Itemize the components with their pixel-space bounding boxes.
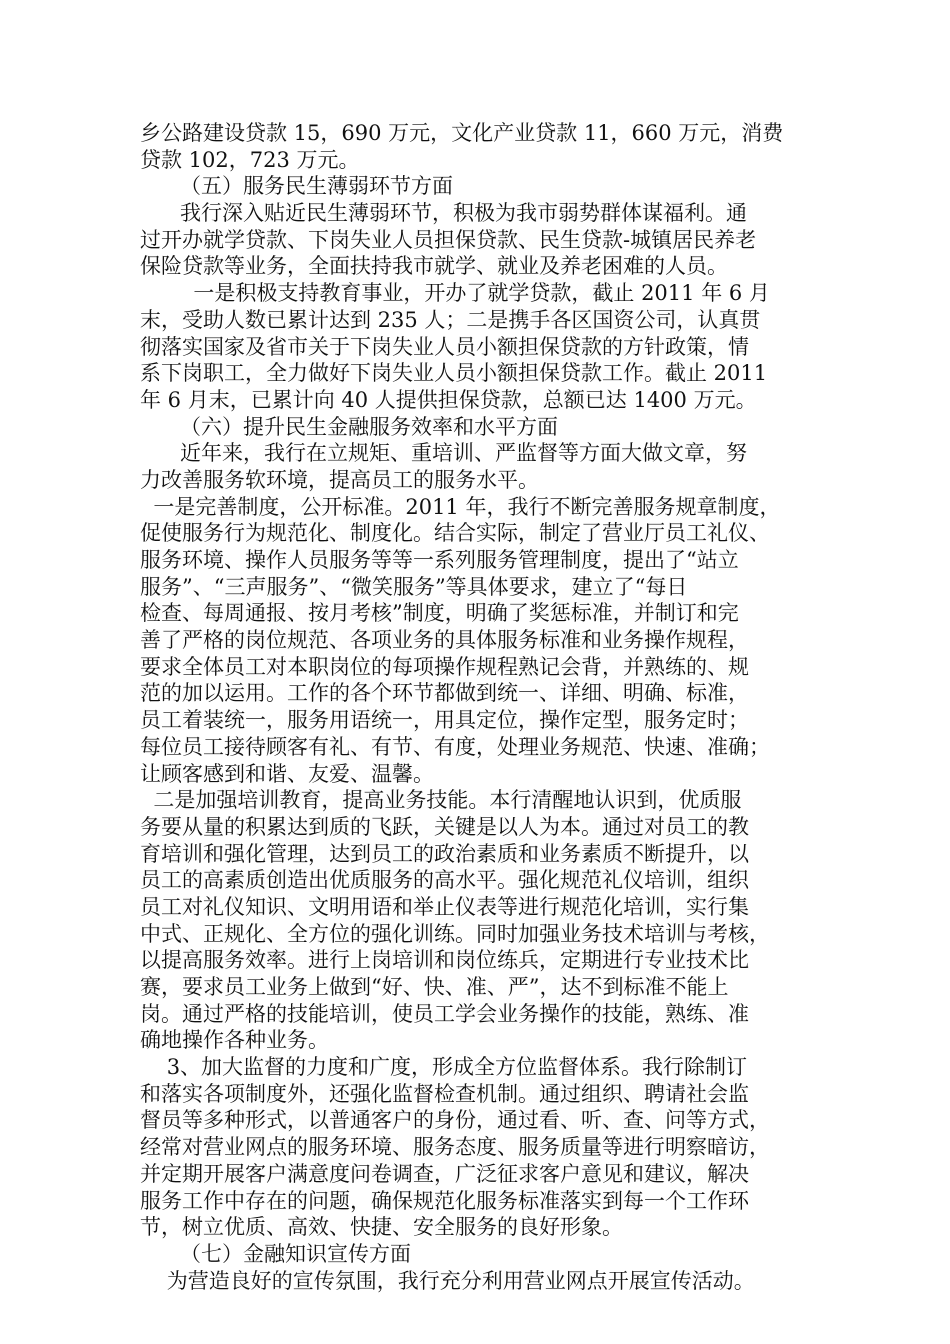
text-line: 检查、每周通报、按月考核”制度，明确了奖惩标准，并制订和完 (140, 601, 739, 626)
text-line: 二是加强培训教育，提高业务技能。本行清醒地认识到，优质服 (140, 788, 742, 813)
text-line: 我行深入贴近民生薄弱环节，积极为我市弱势群体谋福利。通 (140, 201, 748, 226)
text-line: 年 6 月末，已累计向 40 人提供担保贷款，总额已达 1400 万元。 (140, 387, 757, 412)
text-line: 员工着装统一，服务用语统一，用具定位，操作定型，服务定时； (140, 708, 749, 733)
text-line: 每位员工接待顾客有礼、有节、有度，处理业务规范、快速、准确； (140, 734, 770, 759)
text-line: 务要从量的积累达到质的飞跃，关键是以人为本。通过对员工的教 (140, 814, 749, 839)
text-line: 贷款 102，723 万元。 (140, 147, 360, 172)
text-line: 3、加大监督的力度和广度，形成全方位监督体系。我行除制订 (140, 1055, 748, 1080)
text-line: 和落实各项制度外，还强化监督检查机制。通过组织、聘请社会监 (140, 1081, 749, 1106)
text-line: 范的加以运用。工作的各个环节都做到统一、详细、明确、标准， (140, 681, 749, 706)
text-line: 员工的高素质创造出优质服务的高水平。强化规范礼仪培训，组织 (140, 868, 749, 893)
text-line: 善了严格的岗位规范、各项业务的具体服务标准和业务操作规程， (140, 628, 749, 653)
text-line: 促使服务行为规范化、制度化。结合实际，制定了营业厅员工礼仪、 (140, 521, 770, 546)
text-line: 员工对礼仪知识、文明用语和举止仪表等进行规范化培训，实行集 (140, 894, 749, 919)
text-line: 过开办就学贷款、下岗失业人员担保贷款、民生贷款-城镇居民养老 (140, 227, 757, 252)
text-line: 服务环境、操作人员服务等等一系列服务管理制度，提出了“站立 (140, 548, 739, 572)
text-line: 确地操作各种业务。 (140, 1028, 329, 1053)
text-line: 服务工作中存在的问题，确保规范化服务标准落实到每一个工作环 (140, 1188, 749, 1213)
text-line: 一是完善制度，公开标准。2011 年，我行不断完善服务规章制度， (140, 494, 781, 519)
text-line: 彻落实国家及省市关于下岗失业人员小额担保贷款的方针政策，情 (140, 334, 749, 359)
text-line: 育培训和强化管理，达到员工的政治素质和业务素质不断提升，以 (140, 841, 749, 866)
text-line: 保险贷款等业务，全面扶持我市就学、就业及养老困难的人员。 (140, 254, 728, 279)
text-line: 要求全体员工对本职岗位的每项操作规程熟记会背，并熟练的、规 (140, 654, 749, 679)
text-line: 服务”、“三声服务”、“微笑服务”等具体要求，建立了“每日 (140, 574, 688, 599)
text-line: 让顾客感到和谐、友爱、温馨。 (140, 761, 434, 786)
text-line: 近年来，我行在立规矩、重培训、严监督等方面大做文章，努 (140, 441, 748, 466)
text-line: 力改善服务软环境，提高员工的服务水平。 (140, 467, 539, 492)
text-line: 赛，要求员工业务上做到“好、快、准、严”，达不到标准不能上 (140, 975, 729, 999)
text-line: 岗。通过严格的技能培训，使员工学会业务操作的技能，熟练、准 (140, 1001, 749, 1026)
text-line: 为营造良好的宣传氛围，我行充分利用营业网点开展宣传活动。 (140, 1268, 755, 1293)
text-line: 督员等多种形式，以普通客户的身份，通过看、听、查、问等方式， (140, 1108, 770, 1133)
text-line: 中式、正规化、全方位的强化训练。同时加强业务技术培训与考核， (140, 921, 770, 946)
text-line: 节，树立优质、高效、快捷、安全服务的良好形象。 (140, 1215, 623, 1240)
document-body (140, 120, 840, 1294)
section-heading: （五）服务民生薄弱环节方面 (140, 174, 454, 199)
section-heading: （七）金融知识宣传方面 (140, 1241, 412, 1266)
text-line: 经常对营业网点的服务环境、服务态度、服务质量等进行明察暗访， (140, 1135, 770, 1160)
text-line: 一是积极支持教育事业，开办了就学贷款，截止 2011 年 6 月 (140, 281, 770, 306)
text-line: 末，受助人数已累计达到 235 人；二是携手各区国资公司，认真贯 (140, 307, 761, 332)
text-line: 以提高服务效率。进行上岗培训和岗位练兵，定期进行专业技术比 (140, 948, 749, 973)
text-line: 并定期开展客户满意度问卷调查，广泛征求客户意见和建议，解决 (140, 1161, 749, 1186)
section-heading: （六）提升民生金融服务效率和水平方面 (140, 414, 559, 439)
text-line: 系下岗职工，全力做好下岗失业人员小额担保贷款工作。截止 2011 (140, 361, 768, 386)
text-line: 乡公路建设贷款 15，690 万元，文化产业贷款 11，660 万元，消费 (140, 121, 784, 145)
